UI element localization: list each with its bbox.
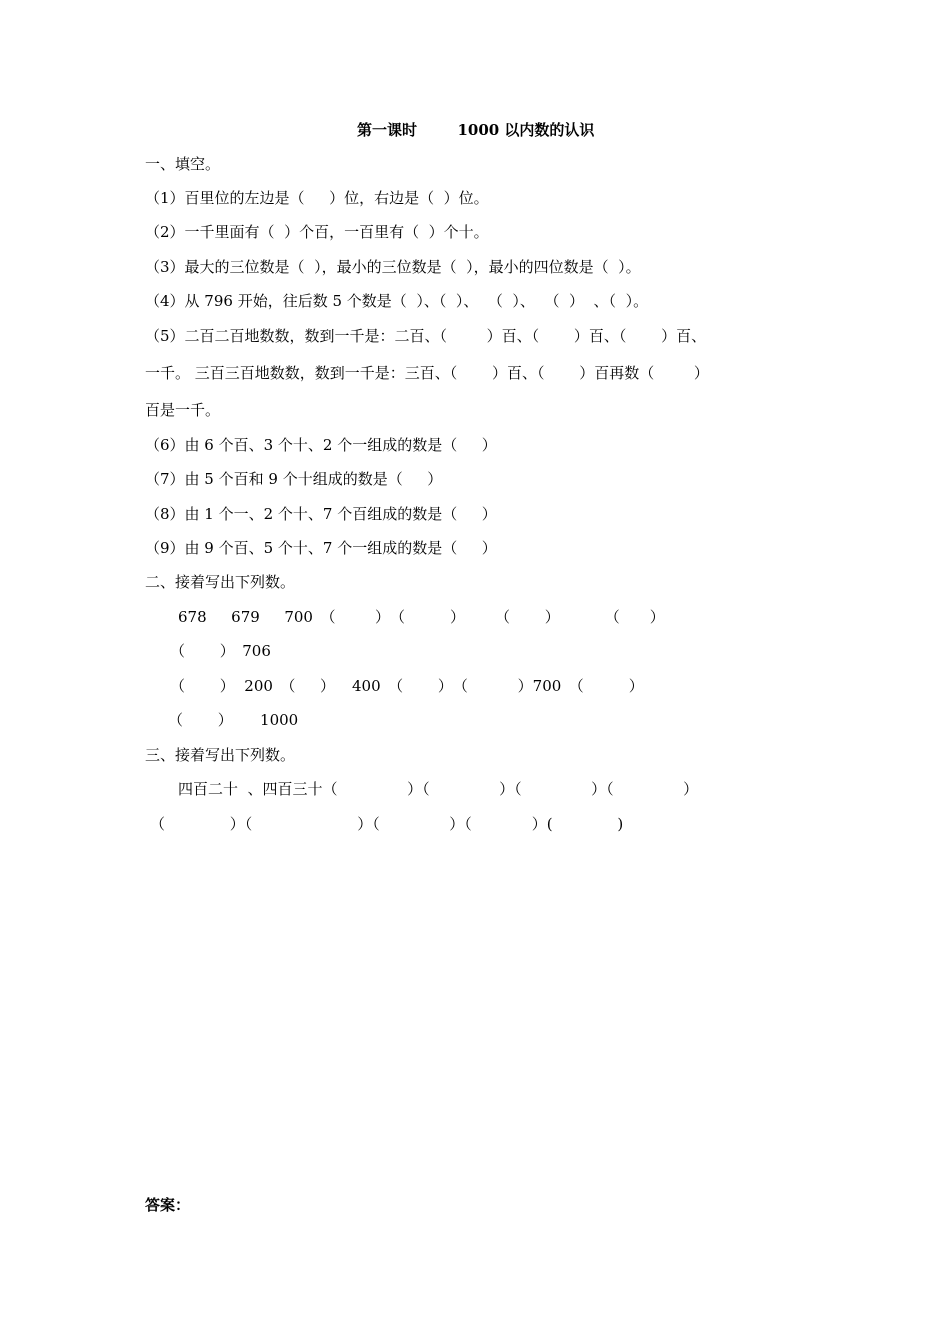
- section1-heading: 一、填空。: [145, 155, 221, 173]
- question-4: （4）从 796 开始，往后数 5 个数是（ ）、（ ）、 （ ）、 （ ） 、（ ）。: [145, 292, 649, 310]
- answer-label: 答案：: [145, 1196, 191, 1214]
- question-8: （8）由 1 个一、2 个十、7 个百组成的数是（ ）: [145, 505, 497, 523]
- section2-heading: 二、接着写出下列数。: [145, 573, 296, 591]
- question-6: （6）由 6 个百、3 个十、2 个一组成的数是（ ）: [145, 436, 497, 454]
- section3-heading: 三、接着写出下列数。: [145, 746, 296, 764]
- question-3: （3）最大的三位数是（ ），最小的三位数是（ ），最小的四位数是（ ）。: [145, 258, 641, 276]
- section2-row3: （ ） 200 （ ） 400 （ ） （ ）700 （ ）: [170, 677, 644, 695]
- question-9: （9）由 9 个百、5 个十、7 个一组成的数是（ ）: [145, 539, 497, 557]
- section3-row1: 四百二十 、四百三十（ ）（ ）（ ）（ ）: [178, 780, 699, 798]
- section2-row1: 678 679 700 （ ） （ ） （ ） （ ）: [178, 608, 665, 626]
- question-2: （2）一千里面有（ ）个百，一百里有（ ）个十。: [145, 223, 489, 241]
- question-5-line1: （5）二百二百地数数，数到一千是：二百、（ ）百、（ ）百、（ ）百、: [145, 327, 707, 345]
- section3-row2: （ ）（ ）（ ）（ ）( ): [150, 815, 624, 833]
- page-title: 第一课时 1000 以内数的认识: [357, 121, 595, 139]
- question-5-line2: 一千。 三百三百地数数，数到一千是：三百、（ ）百、（ ）百再数（ ）: [145, 364, 709, 382]
- question-7: （7）由 5 个百和 9 个十组成的数是（ ）: [145, 470, 443, 488]
- question-5-line3: 百是一千。: [145, 401, 221, 419]
- section2-row4: （ ） 1000: [168, 711, 299, 729]
- question-1: （1）百里位的左边是（ ）位，右边是（ ）位。: [145, 189, 489, 207]
- section2-row2: （ ） 706: [170, 642, 271, 660]
